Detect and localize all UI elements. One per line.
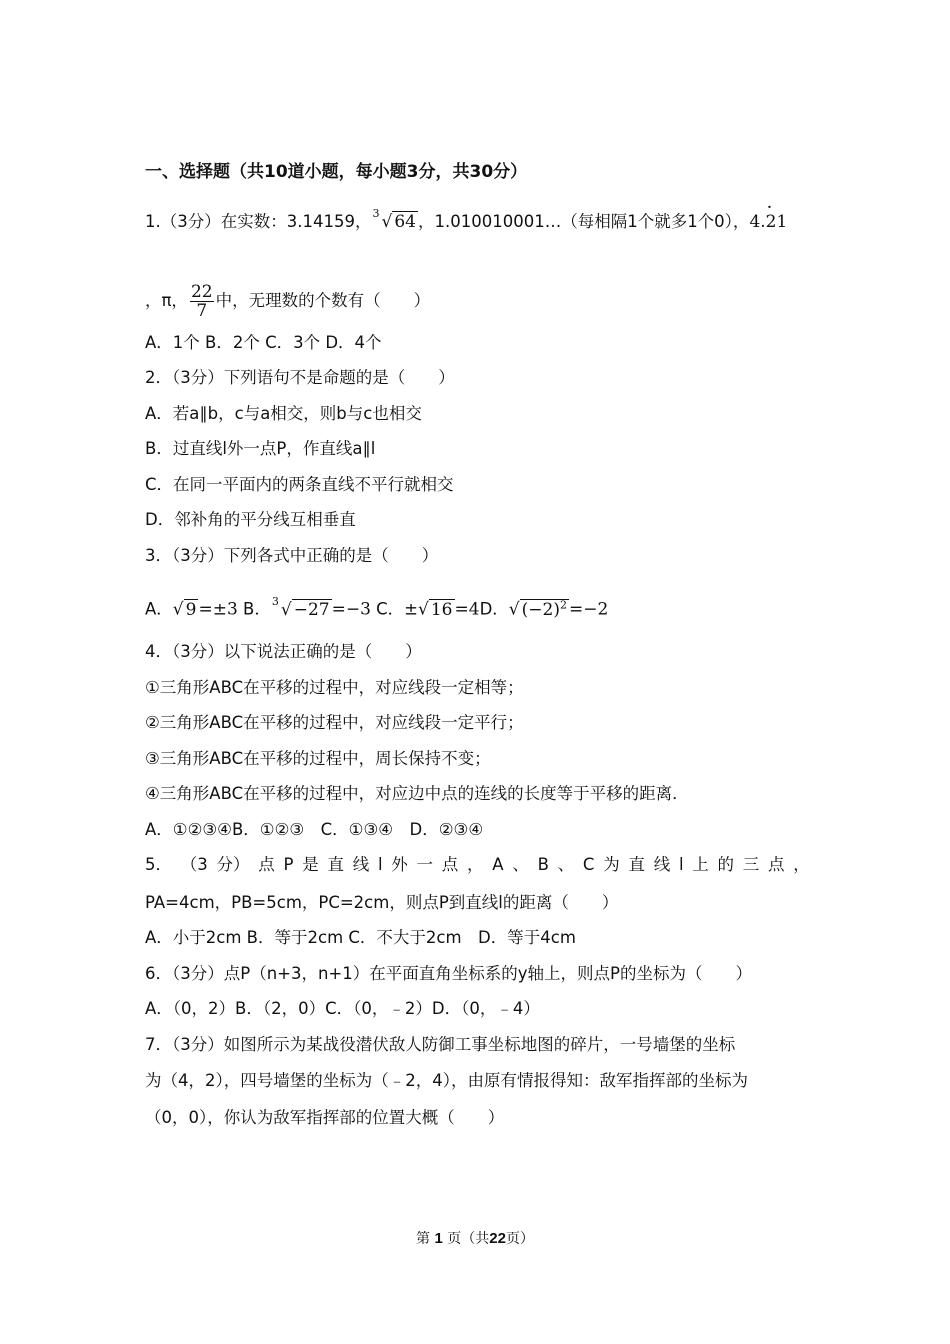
footer-suffix: 页） [505,1231,534,1247]
q3-b-radicand: −27 [293,599,330,620]
q5-stem-token: 一 [416,855,434,874]
footer-prefix: 第 [416,1231,431,1247]
q3-c-label: C．± [376,599,419,619]
q3-b-expr: 3 √ −27 [281,598,332,622]
q5-stem-token: 点 [258,855,275,874]
question-1-options: A．1个 B．2个 C．3个 D．4个 [145,333,382,352]
question-4-item-4: ④三角形ABC在平移的过程中，对应边中点的连线的长度等于平移的距离． [145,784,689,803]
question-6-stem: 6．（3分）点P（n+3，n+1）在平面直角坐标系的y轴上，则点P的坐标为（ ） [145,964,752,983]
q3-d-rest: =−2 [568,599,609,620]
q5-stem-token: （3 [180,855,208,874]
q3-c-rest: =4 [454,599,480,620]
q5-stem-token: ， [467,855,484,874]
question-2-option-d: D．邻补角的平分线互相垂直 [145,510,356,529]
q5-stem-token: ， [793,855,810,874]
q3-b-index: 3 [271,594,279,608]
q5-stem-token: 上 [692,855,709,874]
q5-stem-token: 直 [628,855,645,874]
question-4-item-3: ③三角形ABC在平移的过程中，周长保持不变； [145,749,491,768]
q5-stem-token: P [283,855,294,874]
question-5-options: A．小于2cm B．等于2cm C．不大于2cm D．等于4cm [145,928,576,947]
footer-page-number: 1 [434,1230,443,1247]
q1-decimal-int: 4. [749,212,766,232]
q5-stem-token: l [678,855,684,874]
question-3-options [145,593,810,622]
question-4-item-1: ①三角形ABC在平移的过程中，对应线段一定相等； [145,678,524,697]
q5-stem-token: 是 [302,855,319,874]
q3-a-rest: =±3 [198,599,238,620]
q1-decimal-repeat [766,210,788,234]
question-5-line-2: PA=4cm，PB=5cm，PC=2cm，则点P到直线l的距离（ ） [145,893,619,912]
q3-d-expr: √ $(-2)^2 =-2$ [508,598,609,620]
question-4-item-2: ②三角形ABC在平移的过程中，对应线段一定平行； [145,713,524,732]
q5-stem-token: 、 [512,855,529,874]
q3-d-exponent: 2 [559,598,567,611]
question-4-options: A．①②③④B．①②③ C．①③④ D．②③④ [145,820,484,839]
q3-c-radicand: 16 [430,599,453,620]
q3-b-label: B． [243,599,271,619]
q1-middle: ，1.010010001…（每相隔1个就多1个0）， [417,212,750,231]
q1-frac-numerator: 22 [190,282,213,302]
q1-prefix: 1.（3分）在实数：3.14159， [145,212,372,231]
q5-stem-token: 、 [557,855,575,874]
q1-line2-prefix: ，π， [145,291,188,310]
q3-a-radicand: 9 [185,599,197,620]
q1-root-index: 3 [372,207,380,220]
q5-stem-token: 直 [327,855,344,874]
question-2-option-c: C．在同一平面内的两条直线不平行就相交 [145,475,454,494]
question-5-stem [145,853,810,877]
q3-b-rest: =−3 [331,599,371,620]
q1-repeating-decimal [749,212,787,232]
q5-stem-token: 三 [742,855,760,874]
q3-d-label: D． [479,599,509,619]
q5-stem-token: 5． [145,855,172,874]
q1-decimal-repeat-digits: 21 [765,212,788,232]
q5-stem-token: 点 [441,855,459,874]
question-4-stem: 4．（3分）以下说法正确的是（ ） [145,642,422,661]
q5-stem-token: 为 [603,855,620,874]
question-2-option-b: B．过直线l外一点P，作直线a∥l [145,439,376,458]
question-7-line-2: 为（4，2），四号墙堡的坐标为（﹣2，4），由原有情报得知：敌军指挥部的坐标为 [145,1071,748,1090]
question-6-options: A．（0，2）B．（2，0）C．（0，﹣2）D．（0，﹣4） [145,999,540,1018]
q1-fraction [190,283,214,320]
question-2-stem: 2．（3分）下列语句不是命题的是（ ） [145,368,455,387]
q3-d-radicand: (−2) [521,599,560,620]
q5-stem-token: 分） [216,855,250,874]
question-1-line-2 [145,283,810,320]
footer-total-pages: 22 [489,1230,506,1247]
q1-cube-root: 3 √ 64 [381,210,417,234]
question-2-option-a: A．若a∥b，c与a相交，则b与c也相交 [145,404,422,423]
q3-a-label: A． [145,599,173,619]
q1-line2-suffix: 中，无理数的个数有（ ） [215,291,431,310]
q3-a-expr: √ 9 =±3 [172,599,238,620]
question-1-line-1 [145,207,810,234]
footer-middle: 页（共 [447,1231,490,1247]
page-footer [0,1228,950,1248]
q5-stem-token: 外 [391,855,408,874]
question-3-stem: 3．（3分）下列各式中正确的是（ ） [145,546,439,565]
question-7-line-1: 7．（3分）如图所示为某战役潜伏敌人防御工事坐标地图的碎片，一号墙堡的坐标 [145,1035,736,1054]
q5-stem-token: C [582,855,595,874]
question-7-line-3: （0，0），你认为敌军指挥部的位置大概（ ） [145,1108,505,1127]
section-title: 一、选择题（共10道小题，每小题3分，共30分） [145,162,528,182]
q5-stem-token: B [537,855,549,874]
q5-stem-token: 点 [768,855,785,874]
q5-stem-token: A [492,855,504,874]
q5-stem-token: l [377,855,383,874]
q5-stem-token: 线 [352,855,370,874]
q5-stem-token: 线 [653,855,671,874]
q3-c-expr: √ 16 =4 [418,599,480,620]
q1-frac-denominator: 7 [196,301,208,321]
q1-root-radicand: 64 [394,212,416,232]
q5-stem-token: 的 [717,855,735,874]
